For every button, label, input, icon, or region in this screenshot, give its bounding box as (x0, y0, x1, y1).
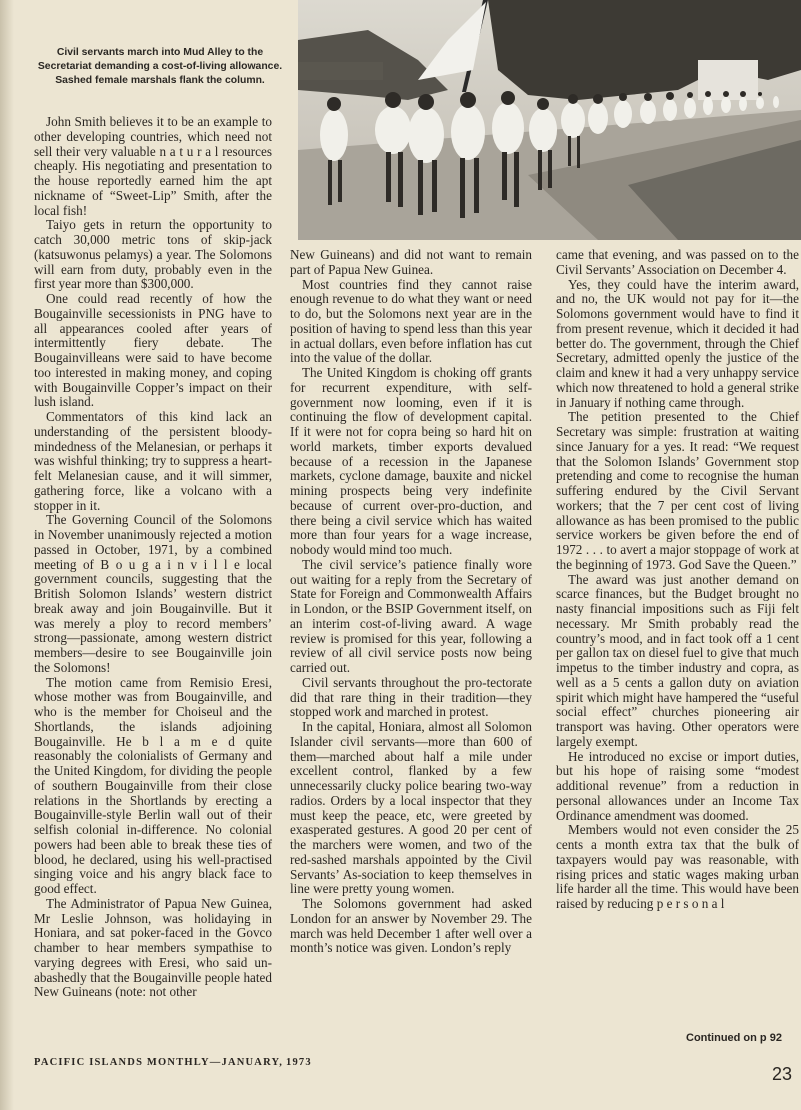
paragraph: In the capital, Honiara, almost all Solomon Islander civil servants—more than 600 of them—marched about half a mile under excellent control, flanked by a few unnecessarily clucky police bearing two-way radios. Orders by a local inspector that they must keep the peace, etc, were greeted by exasperated gestures. A good 20 per cent of the marchers were women, and two of the red-sashed marshals appointed by the Civil Servants’ As-sociation to keep themselves in line were pretty young women. (290, 719, 532, 897)
paragraph: Members would not even consider the 25 cents a month extra tax that the bulk of taxpayers would pay was reasonable, with rising prices and static wages making urban life harder all the time. This would have been raised by reducing p e r s o n a l (556, 822, 799, 911)
paragraph: Yes, they could have the interim award, and no, the UK would not pay for it—the Solomons government would have to find it from present revenue, which it decided it had better do. The government, through the Chief Secretary, admitted openly the justice of the claim and knew it had a very unhappy service which now threatened to hold a general strike in January if nothing came through. (556, 276, 799, 410)
paragraph: Most countries find they cannot raise enough revenue to do what they want or need to do, but the Solomons next year are in the position of having to spend less than this year in actual dollars, even before inflation has cut into the value of the dollar. (290, 276, 532, 366)
paragraph: The motion came from Remisio Eresi, whose mother was from Bougainville, and who is the member for Choiseul and the Shortlands, the islands adjoining Bougainville. He b l a m e d quite reasonably the colonialists of Germany and the United Kingdom, for dividing the people of southern Bougainville from their close relations in the Shortlands by erecting a Bougainville-style Berlin wall out of their selfish colonial in-difference. No colonial powers had been able to break these ties of blood, he declared, using his well-practised singing voice and his angry black face to good effect. (34, 674, 272, 896)
article-column-2 (290, 248, 532, 956)
march-photo (298, 0, 801, 240)
paragraph: Civil servants throughout the pro-tectorate did that rare thing in their tradition—they stopped work and marched in protest. (290, 674, 532, 720)
paragraph: The civil service’s patience finally wore out waiting for a reply from the Secretary of State for Foreign and Commonwealth Affairs in London, or the BSIP Government itself, on an interim cost-of-living award. A wage review is promised for this year, following a review of all civil service posts now being carried out. (290, 556, 532, 675)
paragraph: The Administrator of Papua New Guinea, Mr Leslie Johnson, was holidaying in Honiara, and sat poker-faced in the Govco chamber to hear members sympathise to varying degrees with Eresi, who said un-abashedly that the Bougainville people hated New Guineans (note: not other (34, 895, 272, 1000)
page-footer (34, 1057, 312, 1068)
article-column-3 (556, 248, 799, 912)
article-column-1 (34, 115, 272, 1000)
paragraph: He introduced no excise or import duties, but his hope of raising some “modest additional revenue” from a reduction in personal allowances under an Income Tax Ordinance amendment was doomed. (556, 748, 799, 823)
paragraph: came that evening, and was passed on to the Civil Servants’ Association on December 4. (556, 247, 799, 277)
paragraph: Commentators of this kind lack an understanding of the persistent bloody-mindedness of the Melanesian, or perhaps it was wishful thinking; try to suppress a heart-felt Melanesian cause, and it will simmer, gathering force, like a volcano with a stopper in it. (34, 409, 272, 513)
paragraph: John Smith believes it to be an example to other developing countries, which need not sell their very valuable n a t u r a l resources cheaply. His negotiating and presentation to the house reportedly earned him the apt nickname of “Sweet-Lip” Smith, after the local fish! (34, 114, 272, 218)
continued-note: Continued on p 92 (686, 1032, 782, 1044)
issue-year: 1973 (286, 1057, 312, 1068)
paragraph: The Solomons government had asked London for an answer by November 29. The march was held December 1 after well over a month’s notice was given. London’s reply (290, 896, 532, 956)
paragraph: Taiyo gets in return the opportunity to catch 30,000 metric tons of skip-jack (katsuwonus pelamys) a year. The Solomons will earn from duty, probably even in the first year more than $300,000. (34, 217, 272, 292)
paragraph: The petition presented to the Chief Secretary was simple: frustration at waiting since January for a yes. It read: “We request that the Solomon Islands’ Government stop pretending and come to recognise the human suffering endured by the Civil Servant workers; that the 7 per cent cost of living allowance as has been promised to the public service workers be given before the end of 1972 . . . to avert a major stoppage of work at the beginning of 1973. God Save the Queen.” (556, 409, 799, 572)
page-gutter-shadow (0, 0, 14, 1110)
paragraph: New Guineans) and did not want to remain part of Papua New Guinea. (290, 247, 532, 277)
photo-caption: Civil servants march into Mud Alley to the Secretariat demanding a cost-of-living allowance. Sashed female marshals flank the column. (37, 47, 283, 87)
paragraph: The United Kingdom is choking off grants for recurrent expenditure, with self-government now looming, even if it is continuing the flow of development capital. If it were not for copra being so hard hit on world markets, timber exports devalued because of a recession in the Japanese markets, cyclone damage, bauxite and nickel mining prospects being very indefinite because of current over-pro-duction, and there being a civil service which has waited more than four years for a wage increase, nobody would mind too much. (290, 365, 532, 557)
page-number: 23 (772, 1064, 793, 1084)
magazine-title: PACIFIC ISLANDS MONTHLY—JANUARY, (34, 1057, 284, 1068)
paragraph: The award was just another demand on scarce finances, but the Budget brought no nasty financial impositions such as Fiji felt necessary. Mr Smith probably read the country’s mood, and in fact took off a 1 cent per gallon tax on diesel fuel to give that much impetus to the timber industry and copra, as well as a 5 cents a gallon duty on aviation spirit which might have hampered the “useful social effect” churches pioneering air transport was having. Other operators were largely exempt. (556, 571, 799, 749)
paragraph: One could read recently of how the Bougainville secessionists in PNG have to all appearances cooled after years of intermittently fiery debate. The Bougainvilleans were said to have become too interested in making money, and coping with Bougainville Copper’s impact on their lush island. (34, 291, 272, 410)
paragraph: The Governing Council of the Solomons in November unanimously rejected a motion passed in October, 1971, by a combined meeting of B o u g a i n v i l l e local government councils, suggesting that the British Solomon Islands’ western district break away and join Bougainville. But it was merely a ploy to record members’ strong—passionate, among western district members—desire to see Bougainville join the Solomons! (34, 512, 272, 675)
